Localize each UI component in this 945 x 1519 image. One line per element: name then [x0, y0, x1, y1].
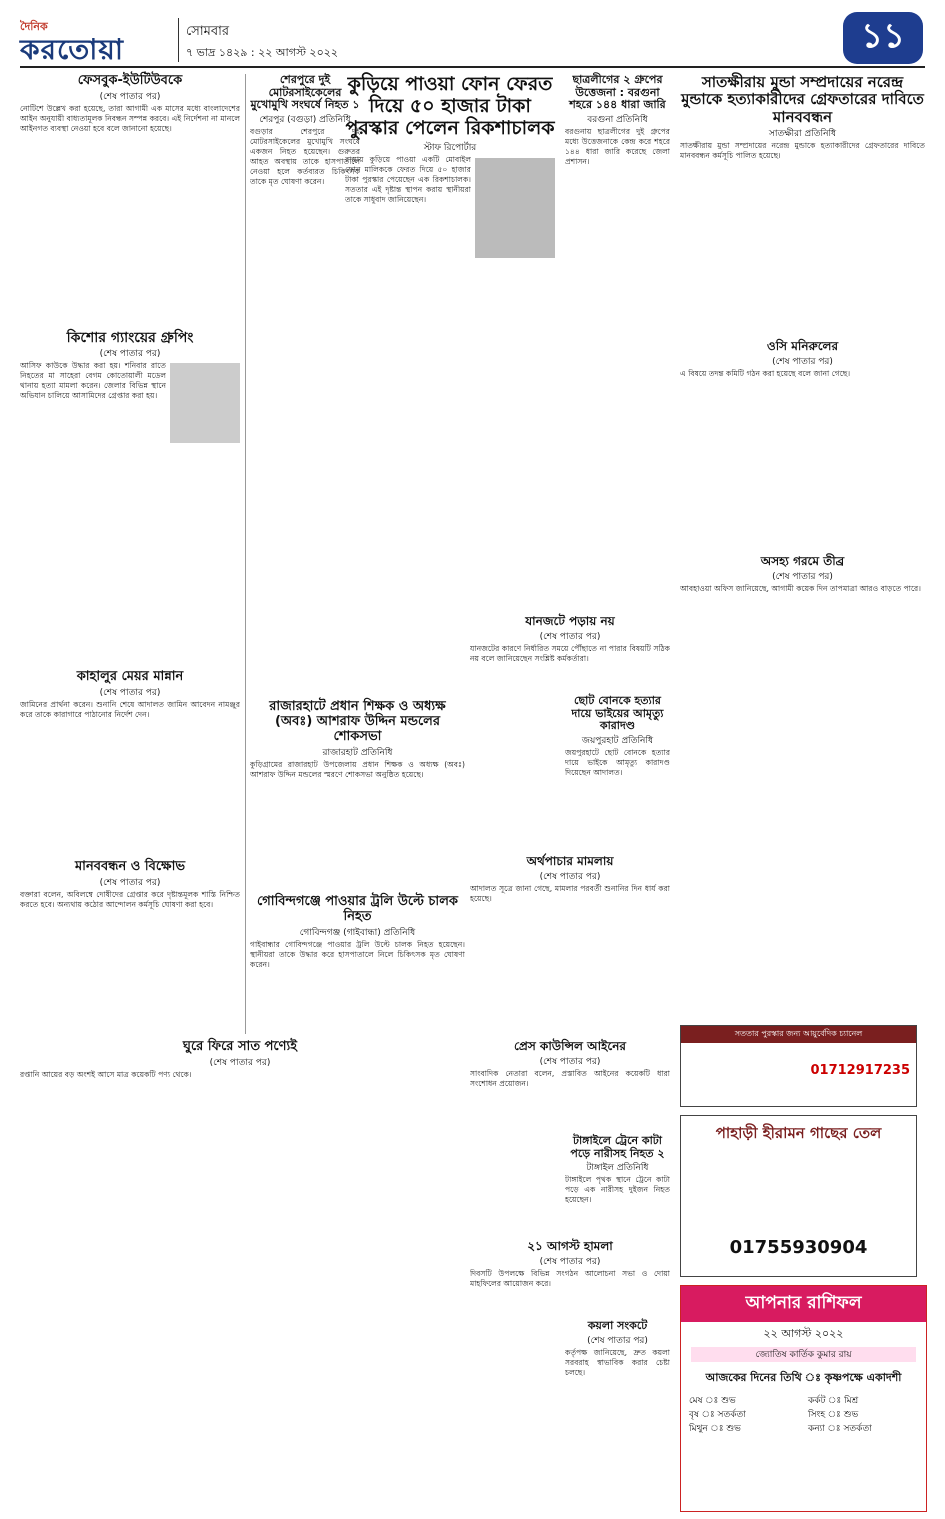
article-subline: জয়পুরহাট প্রতিনিধি — [581, 735, 654, 746]
article-body: কুড়িগ্রামের রাজারহাট উপজেলায় প্রধান শিক্ষক ও অধ্যক্ষ (অবঃ) আশরাফ উদ্দিন মন্ডলের স্মরণে শোকসভা অনুষ্ঠিত হয়েছে। — [250, 759, 465, 779]
article-tangail — [565, 1135, 670, 1335]
column-rule — [245, 74, 246, 1034]
article-borguna — [565, 74, 670, 607]
article-brother-sentence — [565, 695, 670, 1188]
article-headline: ফেসবুক-ইউটিউবকে — [77, 73, 183, 88]
article-kishor-gang — [20, 330, 240, 681]
rashi-item: কন্যা ঃ সতর্কতা — [808, 1424, 872, 1434]
article-subline: বরগুনা প্রতিনিধি — [587, 114, 648, 125]
article-body: নোটিশে উল্লেখ করা হয়েছে, তারা আগামী এক মাসের মধ্যে বাংলাদেশের আইন অনুযায়ী বাধ্যতামূলক নিবন্ধন সম্পন্ন করবে। এই নির্দেশনা না মানলে আইনগত ব্যবস্থা নেওয়া হবে বলে জানানো হয়েছে। — [20, 103, 240, 133]
article-body: টাঙ্গাইলে পৃথক স্থানে ট্রেনে কাটা পড়ে এক নারীসহ দুইজন নিহত হয়েছেন। — [565, 1175, 670, 1205]
article-subline: (শেষ পাতার পর) — [99, 91, 161, 102]
article-body: দিবসটি উপলক্ষে বিভিন্ন সংগঠন আলোচনা সভা ও দোয়া মাহফিলের আয়োজন করে। — [470, 1268, 670, 1288]
article-headline: মানববন্ধন ও বিক্ষোভ — [74, 859, 186, 874]
article-headline: অর্থপাচার মামলায় — [526, 854, 614, 868]
article-headline: কিশোর গ্যাংয়ের গ্রুপিং — [66, 330, 194, 346]
article-headline: কুড়িয়ে পাওয়া ফোন ফেরত দিয়ে ৫০ হাজার টাকা পুরস্কার পেলেন রিকশাচালক — [345, 73, 555, 139]
article-headline: ২১ আগস্ট হামলা — [527, 1239, 613, 1253]
article-headline: সাতক্ষীরায় মুন্ডা সম্প্রদায়ের নরেন্দ্র মুন্ডাকে হত্যাকারীদের গ্রেফতারের দাবিতে মানববন্ধন — [681, 73, 924, 126]
article-body: জামিনের প্রার্থনা করেন। শুনানি শেষে আদালত জামিন আবেদন নামঞ্জুর করে তাকে কারাগারে পাঠানোর নির্দেশ দেন। — [20, 699, 240, 719]
masthead-divider — [178, 18, 179, 62]
article-subline: (শেষ পাতার পর) — [539, 1056, 601, 1067]
date-label: ৭ ভাদ্র ১৪২৯ : ২২ আগস্ট ২০২২ — [186, 46, 339, 59]
article-headline: যানজটে পড়ায় নয় — [525, 614, 615, 628]
article-headline: অসহ্য গরমে তীব্র — [760, 554, 845, 568]
ad-phone: 01712917235 — [810, 1063, 910, 1078]
article-headline: রাজারহাটে প্রধান শিক্ষক ও অধ্যক্ষ (অবঃ) আশরাফ উদ্দিন মন্ডলের শোকসভা — [269, 699, 446, 744]
article-subline: (শেষ পাতার পর) — [99, 349, 161, 360]
rashi-item: কর্কট ঃ মিশ্র — [808, 1396, 859, 1406]
victim-photo — [170, 363, 240, 443]
rashifal-date: ২২ আগস্ট ২০২২ — [763, 1327, 844, 1340]
article-body: বরগুনায় ছাত্রলীগের দুই গ্রুপের মধ্যে উত্তেজনাকে কেন্দ্র করে শহরে ১৪৪ ধারা জারি করেছে জেলা প্রশাসন। — [565, 126, 670, 166]
article-subline: গোবিন্দগঞ্জ (গাইবান্ধা) প্রতিনিধি — [299, 927, 416, 938]
article-subline: (শেষ পাতার পর) — [99, 687, 161, 698]
article-koyla — [565, 1320, 670, 1498]
article-subline: (শেষ পাতার পর) — [772, 356, 833, 367]
rashifal-list — [681, 1392, 926, 1438]
ad-title: সততার পুরস্কার জন্য আয়ুর্বেদিক চ্যানেল — [681, 1026, 916, 1043]
rashifal-tithi: আজকের দিনের তিথি ঃ কৃষ্ণপক্ষে একাদশী — [705, 1371, 902, 1384]
article-headline: কাহালুর মেয়র মান্নান — [76, 669, 184, 684]
article-headline: টাঙ্গাইলে ট্রেনে কাটা পড়ে নারীসহ নিহত ২ — [570, 1134, 665, 1160]
article-body: রপ্তানি আয়ের বড় অংশই আসে মাত্র কয়েকটি পণ্য থেকে। — [20, 1069, 192, 1079]
rickshaw-puller-photo — [475, 158, 555, 258]
article-headline: কয়লা সংকটে — [587, 1319, 648, 1332]
article-headline: গোবিন্দগঞ্জে পাওয়ার ট্রলি উল্টে চালক নিহত — [257, 894, 458, 924]
rashi-item: মিথুন ঃ শুভ — [689, 1424, 741, 1434]
article-body: সাংবাদিক নেতারা বলেন, প্রস্তাবিত আইনের কয়েকটি ধারা সংশোধন প্রয়োজন। — [470, 1068, 670, 1088]
article-gobindaganj — [250, 895, 465, 1040]
article-body: আদালত সূত্রে জানা গেছে, মামলার পরবর্তী শুনানির দিন ধার্য করা হয়েছে। — [470, 883, 670, 903]
article-satkhira — [680, 74, 925, 356]
article-body: যানজটের কারণে নির্ধারিত সময়ে পৌঁছাতে না পারার বিষয়টি সঠিক নয় বলে জানিয়েছেন সংশ্লিষ্ট কর্মকর্তারা। — [470, 643, 670, 663]
article-facebook — [20, 74, 240, 334]
rashifal-title: আপনার রাশিফল — [681, 1286, 926, 1322]
article-body: সাতক্ষীরায় মুন্ডা সম্প্রদায়ের নরেন্দ্র মুন্ডাকে হত্যাকারীদের গ্রেফতারের দাবিতে মানববন্ধন কর্মসূচি পালিত হয়েছে। — [680, 140, 925, 160]
day-label: সোমবার — [186, 24, 230, 39]
article-subline: রাজারহাট প্রতিনিধি — [322, 747, 393, 758]
article-rickshaw — [345, 74, 555, 575]
article-body: এ বিষয়ে তদন্ত কমিটি গঠন করা হয়েছে বলে জানা গেছে। — [680, 368, 851, 378]
page-number: ১১ — [843, 12, 923, 64]
article-subline: (শেষ পাতার পর) — [539, 1256, 601, 1267]
article-subline: (শেষ পাতার পর) — [99, 877, 161, 888]
ad-phone: 01755930904 — [729, 1237, 868, 1258]
rashifal-author: জ্যোতিষ কার্তিক কুমার রায় — [691, 1347, 916, 1362]
article-subline: (শেষ পাতার পর) — [209, 1057, 271, 1068]
article-body: রাস্তায় কুড়িয়ে পাওয়া একটি মোবাইল ফোন মালিককে ফেরত দিয়ে ৫০ হাজার টাকা পুরস্কার পেয়েছেন এক রিকশাচালক। সততার এই দৃষ্টান্ত স্থাপন করায় স্থানীয়রা তাকে সাধুবাদ জানিয়েছেন। — [345, 154, 471, 204]
rashi-item: বৃষ ঃ সতর্কতা — [689, 1410, 746, 1420]
article-kahalu — [20, 670, 240, 880]
masthead-rule — [20, 66, 925, 68]
article-subline: (শেষ পাতার পর) — [539, 631, 601, 642]
article-headline: ছাত্রলীগের ২ গ্রুপের উত্তেজনা : বরগুনা শহরে ১৪৪ ধারা জারি — [569, 73, 666, 112]
article-body: বগুড়ার শেরপুরে দুই মোটরসাইকেলের মুখোমুখি সংঘর্ষে একজন নিহত হয়েছেন। গুরুতর আহত অবস্থায় তাকে হাসপাতালে নেওয়া হলে কর্তব্যরত চিকিৎসক তাকে মৃত ঘোষণা করেন। — [250, 126, 360, 186]
rashifal-box — [680, 1285, 927, 1512]
article-body: আসিফ কাউকে উদ্ধার করা হয়। শনিবার রাতে নিহতের মা সাহেরা বেগম কোতোয়ালী মডেল থানায় হত্যা মামলা করেন। জেলার বিভিন্ন স্থানে অভিযান চালিয়ে আসামিদের গ্রেপ্তার করা হয়। — [20, 361, 166, 401]
article-subline: (শেষ পাতার পর) — [539, 871, 601, 882]
article-subline: স্টাফ রিপোর্টার — [423, 142, 477, 153]
article-subline: (শেষ পাতার পর) — [772, 571, 833, 582]
article-oc-monirul — [680, 340, 925, 549]
article-headline: ছোট বোনকে হত্যার দায়ে ভাইয়ের আমৃত্যু কারাদণ্ড — [571, 694, 664, 733]
article-body: গাইবান্ধার গোবিন্দগঞ্জে পাওয়ার ট্রলি উল্টে চালক নিহত হয়েছেন। স্থানীয়রা তাকে উদ্ধার করে হাসপাতালে নিলে চিকিৎসক মৃত ঘোষণা করেন। — [250, 939, 465, 969]
article-body: জয়পুরহাটে ছোট বোনকে হত্যার দায়ে ভাইকে আমৃত্যু কারাদণ্ড দিয়েছেন আদালত। — [565, 747, 670, 777]
article-headline: প্রেস কাউন্সিল আইনের — [514, 1039, 626, 1053]
article-subline: সাতক্ষীরা প্রতিনিধি — [768, 128, 837, 139]
article-headline: ঘুরে ফিরে সাত পণ্যেই — [182, 1039, 298, 1054]
ad-hiraman-oil — [680, 1115, 917, 1277]
article-body: বক্তারা বলেন, অবিলম্বে দোষীদের গ্রেপ্তার করে দৃষ্টান্তমূলক শাস্তি নিশ্চিত করতে হবে। অন্যথায় কঠোর আন্দোলন কর্মসূচি ঘোষণা করা হবে। — [20, 889, 240, 909]
paper-logo: করতোয়া — [20, 33, 124, 66]
article-headline: শেরপুরে দুই মোটরসাইকেলের মুখোমুখি সংঘর্ষে নিহত ১ — [250, 73, 360, 112]
rashi-item: মেষ ঃ শুভ — [689, 1396, 736, 1406]
article-manabbandhan — [20, 860, 240, 1060]
ad-title: পাহাড়ী হীরামন গাছের তেল — [715, 1124, 882, 1142]
article-subline: টাঙ্গাইল প্রতিনিধি — [586, 1163, 649, 1174]
ad-ayurvedic — [680, 1025, 917, 1107]
article-body: কর্তৃপক্ষ জানিয়েছে, দ্রুত কয়লা সরবরাহ স্বাভাবিক করার চেষ্টা চলছে। — [565, 1347, 670, 1377]
article-heat — [680, 555, 925, 1004]
article-subline: শেরপুর (বগুড়া) প্রতিনিধি — [259, 114, 351, 125]
paper-small-label: দৈনিক — [20, 20, 48, 33]
article-headline: ওসি মনিরুলের — [766, 339, 839, 353]
article-sherpur — [250, 74, 360, 667]
article-body: আবহাওয়া অফিস জানিয়েছে, আগামী কয়েক দিন তাপমাত্রা আরও বাড়তে পারে। — [680, 583, 921, 593]
article-ghure-fire — [20, 1040, 460, 1510]
rashi-item: সিংহ ঃ শুভ — [808, 1410, 859, 1420]
article-subline: (শেষ পাতার পর) — [587, 1335, 648, 1346]
